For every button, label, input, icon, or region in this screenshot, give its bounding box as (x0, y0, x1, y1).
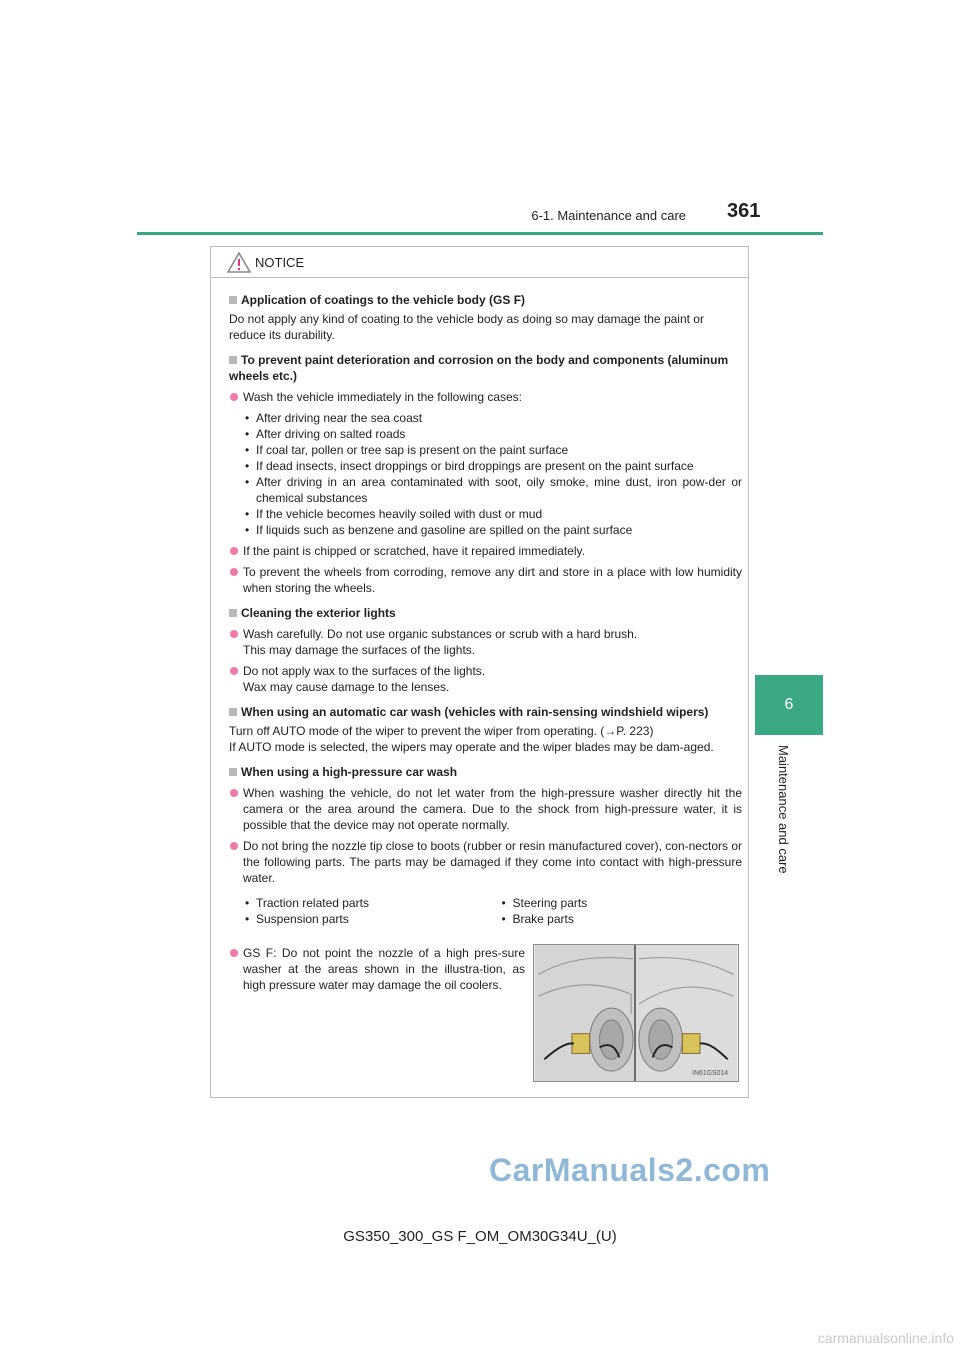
section-coatings (229, 292, 742, 343)
list-item: Wash carefully. Do not use organic substances or scrub with a hard brush. This may damage the surfaces of the lights. (229, 626, 742, 658)
section-heading: Application of coatings to the vehicle body (GS F) (229, 292, 742, 308)
section-text: Do not apply any kind of coating to the vehicle body as doing so may damage the paint or reduce its durability. (229, 312, 704, 342)
document-code: GS350_300_GS F_OM_OM30G34U_(U) (343, 1228, 617, 1245)
circle-bullet-icon (230, 393, 238, 401)
sub-list-item: • If coal tar, pollen or tree sap is present on the paint surface (245, 443, 569, 457)
header-rule (137, 232, 823, 235)
circle-bullet-icon (230, 667, 238, 675)
sub-list-item: • If liquids such as benzene and gasoline are spilled on the paint surface (245, 523, 633, 537)
notice-header (211, 247, 748, 278)
square-bullet-icon (229, 708, 237, 716)
circle-bullet-icon (230, 547, 238, 555)
sub-list-item: • Steering parts (501, 896, 588, 910)
section-title: 6-1. Maintenance and care (531, 208, 686, 223)
notice-body (211, 278, 748, 1082)
notice-box (210, 246, 749, 1098)
warning-triangle-icon (227, 252, 251, 273)
section-heading: Cleaning the exterior lights (229, 605, 742, 621)
circle-bullet-icon (230, 789, 238, 797)
circle-bullet-icon (230, 842, 238, 850)
section-high-pressure-wash (229, 764, 742, 1082)
sub-list-item: • After driving near the sea coast (245, 411, 423, 425)
section-text: If AUTO mode is selected, the wipers may operate and the wiper blades may be dam-aged. (229, 740, 714, 754)
section-exterior-lights (229, 605, 742, 695)
sub-list-item: • If the vehicle becomes heavily soiled with dust or mud (245, 507, 543, 521)
sub-list-item: • Suspension parts (245, 912, 349, 926)
figure-code: IN61GS014 (692, 1070, 729, 1078)
watermark-carmanualsonline: carmanualsonline.info (817, 1330, 954, 1346)
list-item: Do not apply wax to the surfaces of the lights. Wax may cause damage to the lenses. (229, 663, 742, 695)
square-bullet-icon (229, 296, 237, 304)
list-item: If the paint is chipped or scratched, have it repaired immediately. (229, 543, 742, 559)
chapter-label: Maintenance and care (776, 745, 791, 874)
section-automatic-car-wash (229, 704, 742, 755)
page-number: 361 (727, 200, 761, 222)
sub-list (229, 410, 742, 538)
list-item: GS F: Do not point the nozzle of a high pres-sure washer at the areas shown in the illustra-tion, as high pressure water may damage the oil coolers. (229, 945, 533, 1082)
section-heading: To prevent paint deterioration and corrosion on the body and components (aluminum wheels etc.) (229, 353, 729, 383)
sub-list-item: • After driving in an area contaminated with soot, oily smoke, mine dust, iron pow-der or chemical substances (245, 475, 742, 505)
sub-list-item: • Brake parts (501, 912, 574, 926)
circle-bullet-icon (230, 630, 238, 638)
circle-bullet-icon (230, 949, 238, 957)
sub-list-item: • If dead insects, insect droppings or bird droppings are present on the paint surface (245, 459, 694, 473)
sub-list-item: • After driving on salted roads (245, 427, 406, 441)
list-item: When washing the vehicle, do not let water from the high-pressure washer directly hit the camera or the area around the camera. Due to the shock from high-pressure water, it is possible that the device may not operate normally. (229, 785, 742, 833)
section-heading: When using a high-pressure car wash (229, 764, 742, 780)
notice-label: NOTICE (255, 255, 305, 270)
section-heading: When using an automatic car wash (vehicles with rain-sensing windshield wipers) (229, 704, 742, 720)
section-paint-corrosion (229, 352, 742, 596)
oil-cooler-illustration (533, 944, 739, 1082)
watermark-carmanuals2: CarManuals2.com (489, 1152, 771, 1188)
circle-bullet-icon (230, 568, 238, 576)
oil-cooler-row (229, 936, 742, 1082)
list-item: Wash the vehicle immediately in the following cases: (229, 389, 742, 405)
list-item: Do not bring the nozzle tip close to boots (rubber or resin manufactured cover), con-nectors or the following parts. The parts may be damaged if they come into contact with high-pressure water. (229, 838, 742, 886)
section-text: Turn off AUTO mode of the wiper to prevent the wiper from operating. (→P. 223) (229, 724, 654, 738)
parts-list (229, 895, 742, 927)
sub-list-item: • Traction related parts (245, 896, 369, 910)
square-bullet-icon (229, 768, 237, 776)
chapter-tab: 6 (755, 675, 823, 735)
square-bullet-icon (229, 356, 237, 364)
square-bullet-icon (229, 609, 237, 617)
list-item: To prevent the wheels from corroding, remove any dirt and store in a place with low humidity when storing the wheels. (229, 564, 742, 596)
